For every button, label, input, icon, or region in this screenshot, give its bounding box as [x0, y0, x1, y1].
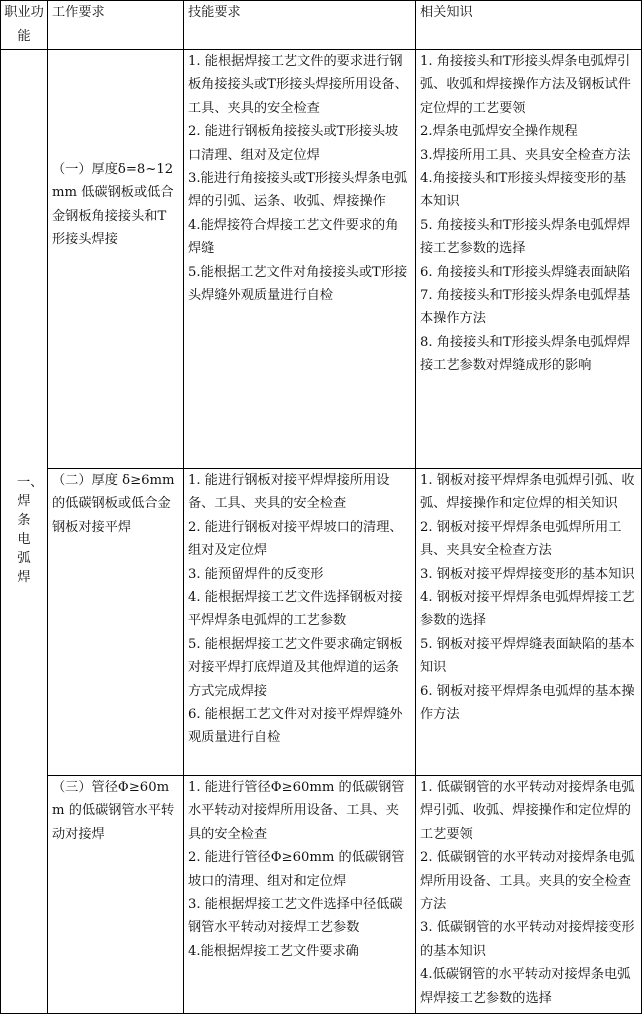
work-requirement-text: （一）厚度δ=8~12mm 低碳钢板或低合金钢板角接接头和T形接头焊接: [52, 162, 174, 248]
skill-item: 4.能根据焊接工艺文件要求确: [188, 943, 359, 959]
knowledge-item: 2. 低碳钢管的水平转动对接焊条电弧焊所用设备、工具。夹具的安全检查方法: [420, 850, 635, 913]
role-label: 一、焊条电弧焊: [17, 475, 44, 586]
knowledge-item: 4. 钢板对接平焊焊条电弧焊焊接工艺参数的选择: [420, 590, 635, 629]
work-requirement-cell: [48, 469, 184, 776]
table-row: [1, 50, 642, 469]
skill-item: 3.能进行角接接头或T形接头焊条电弧焊的引弧、运条、收弧、焊接操作: [188, 171, 408, 210]
skill-requirement-cell: [184, 776, 416, 1014]
skill-requirement-cell: [184, 50, 416, 469]
knowledge-item: 2.焊条电弧焊安全操作规程: [420, 124, 578, 140]
skill-item: 6. 能根据工艺文件对对接平焊焊缝外观质量进行自检: [188, 707, 403, 746]
role-cell: [1, 50, 48, 1014]
knowledge-item: 3. 低碳钢管的水平转动对接焊接变形的基本知识: [420, 920, 635, 959]
knowledge-item: 1. 角接接头和T形接头焊条电弧焊引弧、收弧和焊接操作方法及钢板试件定位焊的工艺要领: [420, 54, 631, 116]
work-requirement-text: （二）厚度 δ≥6mm 的低碳钢板或低合金钢板对接平焊: [52, 473, 175, 535]
header-role: 职业功能: [1, 1, 48, 50]
skill-item: 1. 能进行钢板对接平焊焊接所用设备、工具、夹具的安全检查: [188, 473, 390, 512]
related-knowledge-cell: [416, 50, 642, 469]
skill-item: 3. 能预留焊件的反变形: [188, 566, 324, 582]
work-requirement-cell: [48, 50, 184, 469]
skill-item: 2. 能进行管径Φ≥60mm 的低碳钢管坡口的清理、组对和定位焊: [188, 850, 405, 889]
skill-item: 4. 能根据焊接工艺文件选择钢板对接平焊焊条电弧焊的工艺参数: [188, 590, 403, 629]
skill-item: 5.能根据工艺文件对角接接头或T形接头焊缝外观质量进行自检: [188, 264, 408, 304]
knowledge-item: 5. 角接接头和T形接头焊条电弧焊焊接工艺参数的选择: [420, 217, 631, 257]
knowledge-item: 8. 角接接头和T形接头焊条电弧焊焊接工艺参数对焊缝成形的影响: [420, 334, 631, 374]
knowledge-item: 3. 钢板对接平焊焊接变形的基本知识: [420, 566, 635, 582]
knowledge-item: 3.焊接所用工具、夹具安全检查方法: [420, 147, 631, 163]
knowledge-item: 6. 角接接头和T形接头焊缝表面缺陷: [420, 264, 631, 280]
work-requirement-text: （三）管径Φ≥60mm 的低碳钢管水平转动对接焊: [52, 780, 175, 842]
knowledge-item: 6. 钢板对接平焊焊条电弧焊的基本操作方法: [420, 683, 635, 723]
knowledge-item: 7. 角接接头和T形接头焊条电弧焊基本操作方法: [420, 288, 631, 327]
table-row: [1, 776, 642, 1014]
header-skill-requirement: 技能要求: [184, 1, 416, 50]
skill-requirement-cell: [184, 469, 416, 776]
related-knowledge-cell: [416, 469, 642, 776]
header-work-requirement: 工作要求: [48, 1, 184, 50]
knowledge-item: 1. 钢板对接平焊焊条电弧焊引弧、收弧、焊接操作和定位焊的相关知识: [420, 473, 635, 512]
knowledge-item: 2. 钢板对接平焊焊条电弧焊所用工具、夹具安全检查方法: [420, 519, 622, 559]
skill-item: 2. 能进行钢板对接平焊坡口的清理、组对及定位焊: [188, 519, 403, 559]
skill-item: 2. 能进行钢板角接接头或T形接头坡口清理、组对及定位焊: [188, 124, 399, 163]
related-knowledge-cell: [416, 776, 642, 1014]
skill-item: 3. 能根据焊接工艺文件选择中径低碳钢管水平转动对接焊工艺参数: [188, 897, 403, 936]
skill-item: 4.能焊接符合焊接工艺文件要求的角焊缝: [188, 217, 399, 257]
knowledge-item: 4.角接接头和T形接头焊接变形的基本知识: [420, 171, 627, 210]
skill-item: 1. 能根据焊接工艺文件的要求进行钢板角接接头或T形接头焊接所用设备、工具、夹具的安全检查: [188, 54, 408, 116]
table-row: [1, 469, 642, 776]
knowledge-item: 5. 钢板对接平焊焊缝表面缺陷的基本知识: [420, 636, 635, 676]
knowledge-item: 1. 低碳钢管的水平转动对接焊条电弧焊引弧、收弧、焊接操作和定位焊的工艺要领: [420, 780, 635, 842]
header-row: [1, 1, 642, 50]
skill-item: 1. 能进行管径Φ≥60mm 的低碳钢管水平转动对接焊所用设备、工具、夹具的安全检查: [188, 780, 405, 842]
header-related-knowledge: 相关知识: [416, 1, 642, 50]
knowledge-item: 4.低碳钢管的水平转动对接焊条电弧焊焊接工艺参数的选择: [420, 967, 631, 1006]
skill-item: 5. 能根据焊接工艺文件要求确定钢板对接平焊打底焊道及其他焊道的运条方式完成焊接: [188, 636, 403, 699]
work-requirement-cell: [48, 776, 184, 1014]
